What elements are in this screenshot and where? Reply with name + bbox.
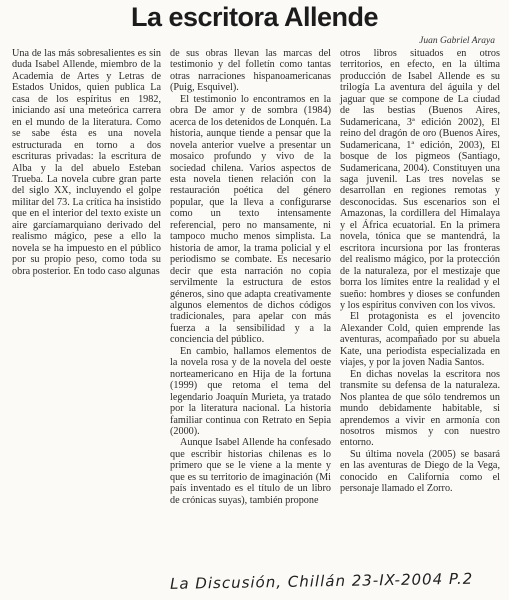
paragraph: En dichas novelas la escritora nos transmite su defensa de la naturaleza. Nos plantea de que sólo tendremos un mundo debidamente habitable, si aprendemos a vivir en armonía con nosotros mismos y con nuestro entorno.	[340, 368, 500, 449]
handwritten-source-note: La Discusión, Chillán 23-IX-2004 P.2	[169, 569, 474, 593]
article-byline: Juan Gabriel Araya	[419, 36, 495, 46]
article-headline: La escritora Allende	[130, 2, 379, 32]
article-column-1	[12, 48, 161, 277]
article-column-2	[170, 48, 331, 506]
paragraph: de sus obras llevan las marcas del testimonio y del folletín como tantas otras narraciones hispanoamericanas (Puig, Esquivel).	[170, 48, 331, 94]
article-column-3	[340, 48, 500, 495]
paragraph: Aunque Isabel Allende ha confesado que escribir historias chilenas es lo primero que se le viene a la mente y que es su territorio de imaginación (Mi país inventado es el título de un libro de crónicas suyas), también propone	[170, 437, 331, 506]
paragraph: Su última novela (2005) se basará en las aventuras de Diego de la Vega, conocido en California como el personaje llamado el Zorro.	[340, 448, 500, 495]
paragraph: En cambio, hallamos elementos de la novela rosa y de la novela del oeste norteamericano en Hija de la fortuna (1999) que retoma el tema del legendario Joaquín Murieta, ya tratado por la literatura nacional. La historia familiar continua con Retrato en Sepia (2000).	[170, 345, 331, 437]
paragraph: otros libros situados en otros territorios, en efecto, en la última producción de Isabel Allende es su trilogía La aventura del águila y del jaguar que se compone de La ciudad de las bestias (Buenos Aires, Sudamericana, 3ª edición 2002), El reino del dragón de oro (Buenos Aires, Sudamericana, 1ª edición, 2003), El bosque de los pigmeos (Santiago, Sudamericana, 2004). Constituyen una saga juvenil. Las tres novelas se desarrollan en regiones remotas y desconocidas. Sus escenarios son el Amazonas, la cordillera del Himalaya y el África ecuatorial. En la primera novela, tónica que se mantendrá, la escritora incursiona por las fronteras del realismo mágico, por la protección de la naturaleza, por el mestizaje que borra los límites entre la realidad y el sueño: hombres y dioses se confunden y los espíritus conviven con los vivos.	[340, 48, 500, 311]
paragraph: El protagonista es el jovencito Alexander Cold, quien emprende las aventuras, acompañado por su abuela Kate, una periodista especializada en viajes, y por la joven Nadia Santos.	[340, 311, 500, 369]
paragraph: El testimonio lo encontramos en la obra De amor y de sombra (1984) acerca de los detenidos de Lonquén. La historia, aunque tiende a pensar que la novela anterior vuelve a presentar un mosaico profundo y vivo de la sociedad chilena. Varios aspectos de esta novela tienen relación con la restauración poética del género popular, que la lleva a configurarse como un texto intensamente referencial, pero no mansamente, ni tampoco mucho menos simplista. La historia de amor, la trama policial y el periodismo se combate. Es necesario decir que esta narración no copia servilmente la estructura de estos géneros, sino que adapta creativamente algunos elementos de dichos códigos tradicionales, para apelar con más fuerza a la sensibilidad y a la conciencia del público.	[170, 93, 331, 346]
paragraph: Una de las más sobresalientes es sin duda Isabel Allende, miembro de la Academia de Artes y Letras de Estados Unidos, quien publica La casa de los espíritus en 1982, iniciando así una meteórica carrera en el mundo de la literatura. Como se sabe ésta es una novela estructurada en torno a dos escrituras privadas: la escritura de Alba y la del abuelo Esteban Trueba. La novela cubre gran parte del siglo XX, incluyendo el golpe militar del 73. La crítica ha insistido que en el interior del texto existe un aire garcíamarquiano derivado del realismo mágico, pese a ello la novela se ha impuesto en el público por su propio peso, como toda su obra posterior. En todo caso algunas	[12, 48, 161, 277]
